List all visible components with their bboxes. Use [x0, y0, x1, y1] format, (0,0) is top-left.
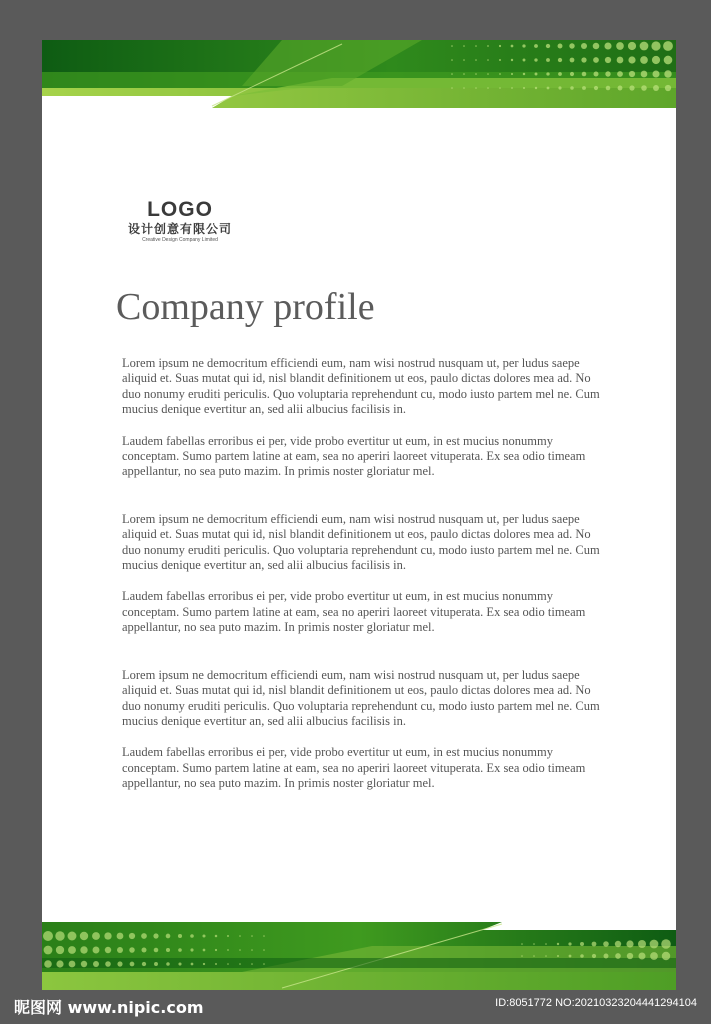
watermark-site: 昵图网 www.nipic.com — [14, 998, 204, 1017]
header-green-band — [42, 40, 676, 108]
paragraph: Lorem ipsum ne democritum efficiendi eum, nam wisi nostrud nusquam ut, per ludus saepe aliquid et. Suas mutat qui id, nisl blandit definitionem ut eos, paulo dictas dolores mea ad. No duo nonumy eruditi periculis. Quo voluptaria reprehendunt cu, modo iusto partem mel ne. Cum mucius denique evertitur an, sed alii albucius facilisis in. — [122, 511, 600, 573]
logo-wordmark: LOGO — [147, 198, 213, 221]
logo-english-name: Creative Design Company Limited — [142, 237, 218, 243]
paragraph: Lorem ipsum ne democritum efficiendi eum, nam wisi nostrud nusquam ut, per ludus saepe aliquid et. Suas mutat qui id, nisl blandit definitionem ut eos, paulo dictas dolores mea ad. No duo nonumy eruditi periculis. Quo voluptaria reprehendunt cu, modo iusto partem mel ne. Cum mucius denique evertitur an, sed alii albucius facilisis in. — [122, 667, 600, 728]
paragraph: Laudem fabellas erroribus ei per, vide probo evertitur ut eum, in est mucius nonummy conceptam. Sumo partem latine at eam, sea no aperiri laoreet vituperata. Ex sea odio timeam appellantur, no sea puto mazim. In primis noster gloriatur mel. — [122, 433, 586, 479]
footer-green-band — [42, 922, 676, 990]
page-title: Company profile — [116, 286, 375, 328]
footer-band-graphic — [42, 922, 676, 990]
letterhead-page — [42, 40, 676, 990]
paragraph: Laudem fabellas erroribus ei per, vide probo evertitur ut eum, in est mucius nonummy conceptam. Sumo partem latine at eam, sea no aperiri laoreet vituperata. Ex sea odio timeam appellantur, no sea puto mazim. In primis noster gloriatur mel. — [122, 745, 586, 791]
paragraph: Lorem ipsum ne democritum efficiendi eum, nam wisi nostrud nusquam ut, per ludus saepe aliquid et. Suas mutat qui id, nisl blandit definitionem ut eos, paulo dictas dolores mea ad. No duo nonumy eruditi periculis. Quo voluptaria reprehendunt cu, modo iusto partem mel ne. Cum mucius denique evertitur an, sed alii albucius facilisis in. — [122, 356, 600, 417]
body-content — [122, 356, 602, 792]
logo-chinese-name: 设计创意有限公司 — [127, 222, 232, 236]
watermark-id: ID:8051772 NO:20210323204441294104 — [495, 997, 697, 1009]
paragraph: Laudem fabellas erroribus ei per, vide probo evertitur ut eum, in est mucius nonummy conceptam. Sumo partem latine at eam, sea no aperiri laoreet vituperata. Ex sea odio timeam appellantur, no sea puto mazim. In primis noster gloriatur mel. — [122, 589, 586, 635]
company-logo — [120, 198, 240, 244]
header-band-graphic — [42, 40, 676, 108]
